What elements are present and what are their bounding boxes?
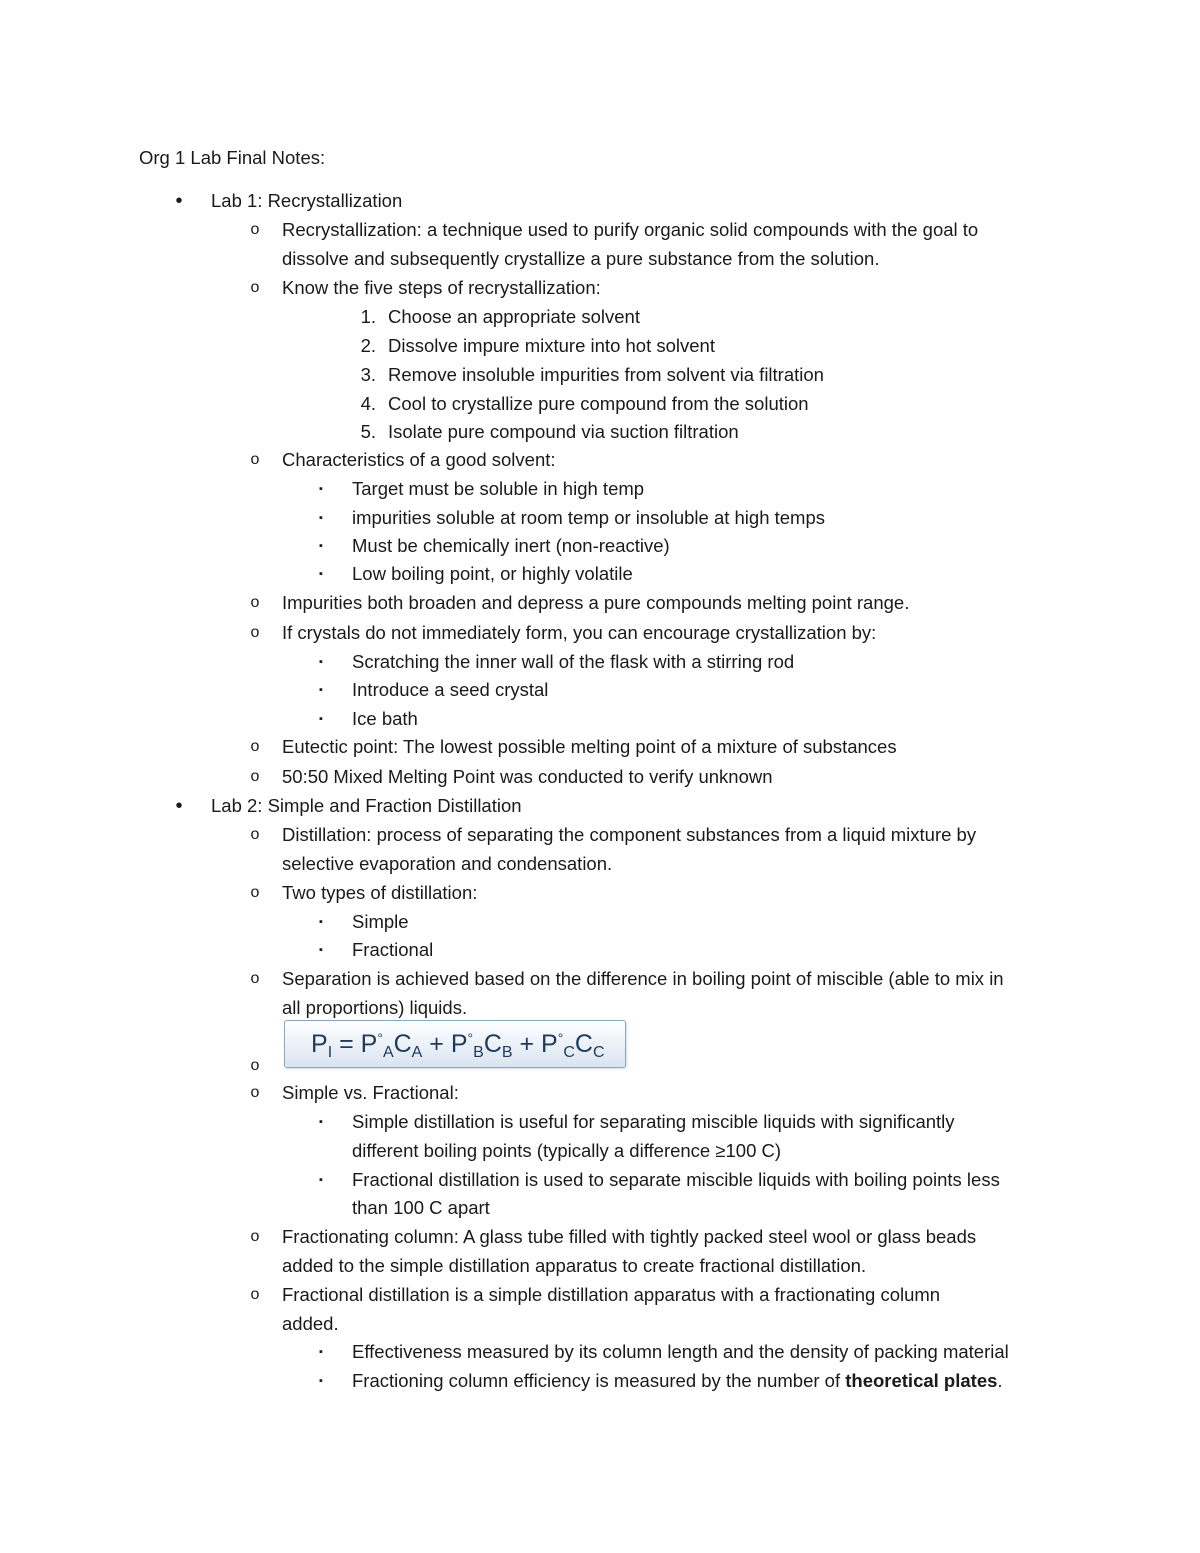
bullet-circle: o [250, 279, 260, 296]
separation-note-cont: all proportions) liquids. [282, 997, 468, 1018]
mixed-melting-note: 50:50 Mixed Melting Point was conducted to verify unknown [282, 766, 773, 787]
solvent-item: Must be chemically inert (non-reactive) [352, 535, 670, 556]
bullet-square: ▪ [319, 1174, 323, 1186]
simple-vs-item-cont: different boiling points (typically a difference ≥100 C) [352, 1140, 782, 1161]
bullet-circle: o [250, 594, 260, 611]
bullet-square: ▪ [319, 568, 323, 580]
theoretical-plates-term: theoretical plates [845, 1370, 998, 1391]
raoult-formula: $P_I = P^\circ_AC_A + P^\circ_BC_B + P^\circ_CC_C$ [311, 1030, 605, 1061]
simple-vs-item: Fractional distillation is used to separate miscible liquids with boiling points less [352, 1169, 1000, 1190]
solvent-item: Target must be soluble in high temp [352, 478, 645, 499]
recrystallization-definition-cont: dissolve and subsequently crystallize a pure substance from the solution. [282, 248, 880, 269]
bullet-square: ▪ [319, 916, 323, 928]
eutectic-note: Eutectic point: The lowest possible melting point of a mixture of substances [282, 736, 897, 757]
bullet-circle: o [250, 1084, 260, 1101]
bullet-circle: o [250, 221, 260, 238]
column-definition: Fractionating column: A glass tube filled with tightly packed steel wool or glass beads [282, 1226, 977, 1247]
crystal-item: Scratching the inner wall of the flask with a stirring rod [352, 651, 795, 672]
step-item: Choose an appropriate solvent [388, 306, 640, 327]
lab1-heading: Lab 1: Recrystallization [211, 190, 403, 211]
page-title: Org 1 Lab Final Notes: [139, 147, 326, 168]
bullet-square: ▪ [319, 483, 323, 495]
crystal-item: Ice bath [352, 708, 418, 729]
recrystallization-definition: Recrystallization: a technique used to purify organic solid compounds with the goal to [282, 219, 979, 240]
bullet-disc: • [175, 190, 183, 212]
bullet-square: ▪ [319, 713, 323, 725]
step-number: 2. [360, 335, 376, 356]
lab2-heading: Lab 2: Simple and Fraction Distillation [211, 795, 522, 816]
distillation-definition-cont: selective evaporation and condensation. [282, 853, 613, 874]
simple-vs-item-cont: than 100 C apart [352, 1197, 490, 1218]
step-number: 1. [360, 306, 376, 327]
separation-note: Separation is achieved based on the difference in boiling point of miscible (able to mix in [282, 968, 1004, 989]
step-item: Dissolve impure mixture into hot solvent [388, 335, 715, 356]
impurities-note: Impurities both broaden and depress a pure compounds melting point range. [282, 592, 910, 613]
five-steps-intro: Know the five steps of recrystallization: [282, 277, 601, 298]
bullet-square: ▪ [319, 1375, 323, 1387]
step-number: 4. [360, 393, 376, 414]
bullet-circle: o [250, 1057, 260, 1074]
bullet-disc: • [175, 795, 183, 817]
fractional-definition-cont: added. [282, 1313, 339, 1334]
simple-vs-intro: Simple vs. Fractional: [282, 1082, 459, 1103]
type-item: Simple [352, 911, 409, 932]
bullet-circle: o [250, 1228, 260, 1245]
distillation-definition: Distillation: process of separating the component substances from a liquid mixture by [282, 824, 977, 845]
effectiveness-item: Effectiveness measured by its column length and the density of packing material [352, 1341, 1009, 1362]
bullet-square: ▪ [319, 684, 323, 696]
bullet-square: ▪ [319, 1346, 323, 1358]
step-item: Isolate pure compound via suction filtration [388, 421, 739, 442]
step-number: 3. [360, 364, 376, 385]
step-item: Cool to crystallize pure compound from the solution [388, 393, 809, 414]
solvent-item: impurities soluble at room temp or insoluble at high temps [352, 507, 826, 528]
bullet-circle: o [250, 970, 260, 987]
bullet-circle: o [250, 738, 260, 755]
simple-vs-item: Simple distillation is useful for separating miscible liquids with significantly [352, 1111, 955, 1132]
bullet-circle: o [250, 451, 260, 468]
bullet-square: ▪ [319, 512, 323, 524]
efficiency-item: Fractioning column efficiency is measured by the number of theoretical plates. [352, 1370, 1003, 1391]
step-number: 5. [360, 421, 376, 442]
bullet-circle: o [250, 624, 260, 641]
bullet-square: ▪ [319, 656, 323, 668]
bullet-circle: o [250, 1286, 260, 1303]
bullet-square: ▪ [319, 540, 323, 552]
bullet-circle: o [250, 884, 260, 901]
step-item: Remove insoluble impurities from solvent via filtration [388, 364, 824, 385]
raoult-formula-image [284, 1020, 626, 1068]
fractional-definition: Fractional distillation is a simple distillation apparatus with a fractionating column [282, 1284, 941, 1305]
crystals-intro: If crystals do not immediately form, you can encourage crystallization by: [282, 622, 877, 643]
type-item: Fractional [352, 939, 434, 960]
crystal-item: Introduce a seed crystal [352, 679, 549, 700]
column-definition-cont: added to the simple distillation apparatus to create fractional distillation. [282, 1255, 867, 1276]
bullet-circle: o [250, 826, 260, 843]
solvent-item: Low boiling point, or highly volatile [352, 563, 633, 584]
bullet-square: ▪ [319, 1116, 323, 1128]
solvent-intro: Characteristics of a good solvent: [282, 449, 556, 470]
types-intro: Two types of distillation: [282, 882, 478, 903]
bullet-square: ▪ [319, 944, 323, 956]
bullet-circle: o [250, 768, 260, 785]
